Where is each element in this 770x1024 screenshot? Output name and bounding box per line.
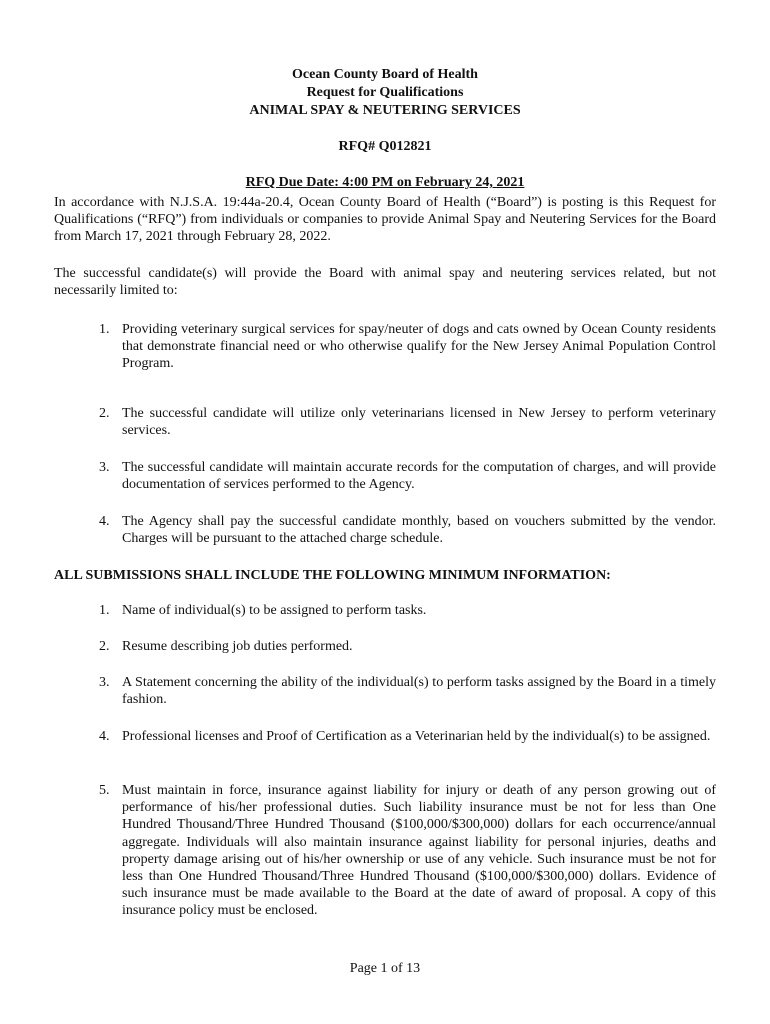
list-item xyxy=(54,728,716,745)
list-item-number: 4. xyxy=(99,729,110,744)
list-item-text: The Agency shall pay the successful candidate monthly, based on vouchers submitted by the vendor. Charges will be pursuant to the attached charge schedule. xyxy=(122,514,716,547)
services-intro-paragraph: The successful candidate(s) will provide the Board with animal spay and neutering services related, but not necessarily limited to: xyxy=(54,266,716,299)
list-item-number: 2. xyxy=(99,406,110,421)
rfq-due-date: RFQ Due Date: 4:00 PM on February 24, 2021 xyxy=(245,175,525,190)
list-item xyxy=(54,321,716,373)
list-item-text: Resume describing job duties performed. xyxy=(122,639,353,654)
submissions-heading: ALL SUBMISSIONS SHALL INCLUDE THE FOLLOWING MINIMUM INFORMATION: xyxy=(54,568,611,583)
list-item xyxy=(54,674,716,708)
page-number: Page 1 of 13 xyxy=(349,961,421,976)
list-item-text: Providing veterinary surgical services for spay/neuter of dogs and cats owned by Ocean County residents that demonstrate financial need or who otherwise qualify for the New Jersey Animal Population Control Program. xyxy=(122,322,716,372)
list-item xyxy=(54,513,716,547)
list-item-number: 4. xyxy=(99,514,110,529)
list-item-number: 1. xyxy=(99,603,110,618)
list-item-number: 5. xyxy=(99,783,110,798)
list-item-number: 2. xyxy=(99,639,110,654)
rfq-number: RFQ# Q012821 xyxy=(338,139,432,154)
list-item xyxy=(54,405,716,439)
list-item-text: Must maintain in force, insurance against liability for injury or death of any person growing out of performance of his/her professional duties. Such liability insurance must be not for less than One Hundred Thousand/Three Hundred Thousand ($100,000/$300,000) dollars for each occurrence/annual aggregate. Individuals will also maintain insurance against liability for personal injuries, deaths and property damage arising out of his/her ownership or use of any vehicle. Such insurance must be not for less than One Hundred Thousand/Three Hundred Thousand ($100,000/$300,000) dollars. Evidence of such insurance must be made available to the Board at the date of award of proposal. A copy of this insurance policy must be enclosed. xyxy=(122,783,716,919)
document-type: Request for Qualifications xyxy=(306,85,464,100)
list-item-text: The successful candidate will utilize only veterinarians licensed in New Jersey to perform veterinary services. xyxy=(122,406,716,439)
list-item-text: A Statement concerning the ability of the individual(s) to perform tasks assigned by the Board in a timely fashion. xyxy=(122,675,716,708)
organization-name: Ocean County Board of Health xyxy=(292,67,478,82)
list-item-text: The successful candidate will maintain accurate records for the computation of charges, and will provide documentation of services performed to the Agency. xyxy=(122,460,716,493)
list-item-number: 3. xyxy=(99,675,110,690)
list-item-text: Professional licenses and Proof of Certification as a Veterinarian held by the individual(s) to be assigned. xyxy=(122,729,711,744)
list-item xyxy=(54,602,716,619)
document-header xyxy=(54,66,716,192)
intro-paragraph: In accordance with N.J.S.A. 19:44a-20.4, Ocean County Board of Health (“Board”) is posting is this Request for Qualifications (“RFQ”) from individuals or companies to provide Animal Spay and Neutering Services for the Board from March 17, 2021 through February 28, 2022. xyxy=(54,195,716,245)
list-item-text: Name of individual(s) to be assigned to perform tasks. xyxy=(122,603,427,618)
service-title: ANIMAL SPAY & NEUTERING SERVICES xyxy=(249,103,521,118)
list-item xyxy=(54,459,716,493)
list-item xyxy=(54,782,716,920)
list-item-number: 3. xyxy=(99,460,110,475)
list-item xyxy=(54,638,716,655)
list-item-number: 1. xyxy=(99,322,110,337)
